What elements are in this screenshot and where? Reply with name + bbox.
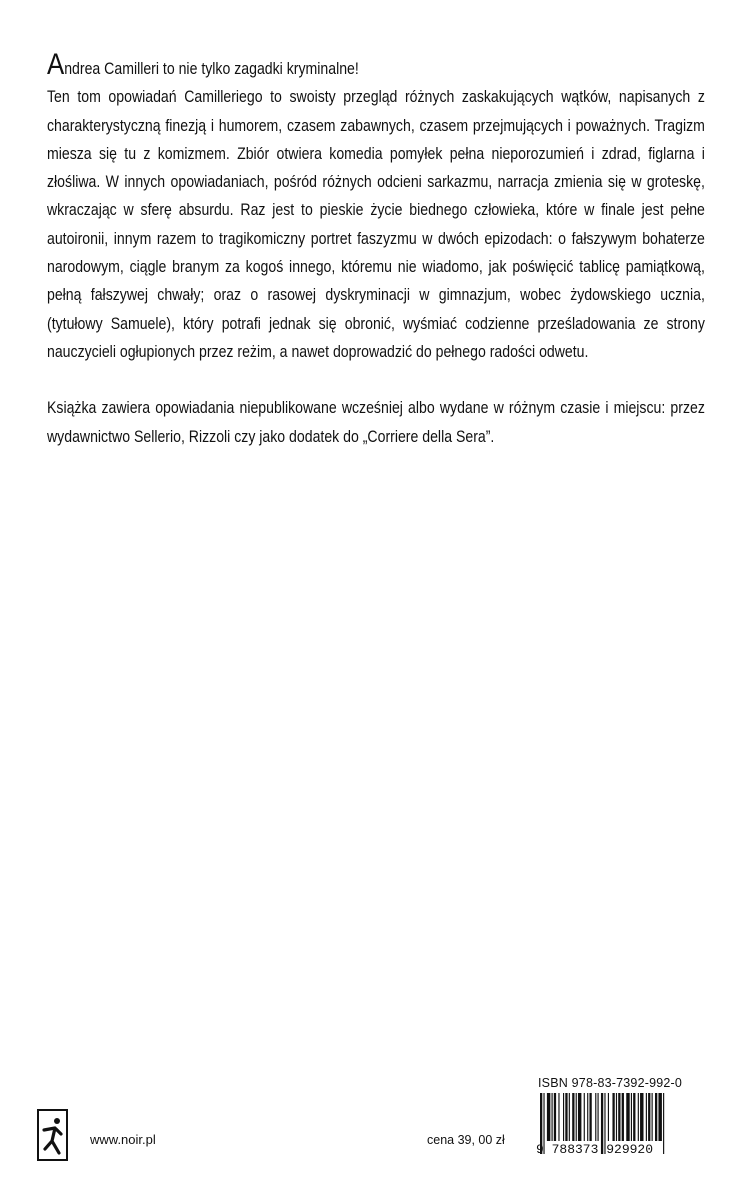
back-cover-blurb — [47, 48, 705, 451]
isbn-digits: 9 788373 929920 — [536, 1142, 654, 1157]
barcode-bar — [572, 1093, 574, 1141]
barcode-bar — [633, 1093, 635, 1141]
barcode-bar — [584, 1093, 585, 1141]
barcode-bar — [622, 1093, 624, 1141]
barcode-bar — [646, 1093, 647, 1141]
barcode-bar — [552, 1093, 553, 1141]
barcode-bar — [587, 1093, 588, 1141]
barcode-bar — [569, 1093, 570, 1141]
barcode-bar — [648, 1093, 650, 1141]
barcode-bar — [547, 1093, 550, 1141]
barcode-bar — [558, 1093, 559, 1141]
barcode-bar — [640, 1093, 643, 1141]
isbn-label: ISBN 978-83-7392-992-0 — [538, 1076, 683, 1090]
barcode-bar — [554, 1093, 556, 1141]
drop-cap: A — [47, 48, 65, 81]
blurb-paragraph-2: Książka zawiera opowiadania niepublikowane wcześniej albo wydane w różnym czasie i miejscu: przez wydawnictwo Sellerio, Rizzoli czy jako dodatek do „Corriere della Sera”. — [47, 399, 705, 446]
barcode-bar — [638, 1093, 639, 1141]
lead-text: ndrea Camilleri to nie tylko zagadki kryminalne! — [64, 60, 359, 78]
barcode-bar — [565, 1093, 567, 1141]
barcode-bar — [663, 1093, 664, 1154]
publisher-logo-icon — [37, 1108, 68, 1162]
barcode-bar — [576, 1093, 577, 1141]
blurb-paragraph-1: Ten tom opowiadań Camilleriego to swoisty przegląd różnych zaskakujących wątków, napisanych z charakterystyczną finezją i humorem, czasem zabawnych, czasem przejmujących i poważnych. Tragizm miesza się tu z komizmem. Zbiór otwiera komedia pomyłek pełna nieporozumień i zdrad, figlarna i złośliwa. W innych opowiadaniach, pośród różnych odcieni sarkazmu, narracja zmienia się w groteskę, wkraczając w sferę absurdu. Raz jest to pieskie życie biednego człowieka, które w finale jest pełne autoironii, innym razem to tragikomiczny portret faszyzmu w dwóch epizodach: o fałszywym bohaterze narodowym, ciągle branym za kogoś innego, któremu nie wiadomo, jak poświęcić tablicę pamiątkową, pełną fałszywej chwały; oraz o rasowej dyskryminacji w gimnazjum, wobec żydowskiego ucznia, (tytułowy Samuele), który potrafi jednak się obronić, wyśmiać codzienne prześladowania ze strony nauczycieli ogłupionych przez reżim, a nawet doprowadzić do pełnego radości odwetu. — [47, 88, 705, 361]
barcode-bar — [589, 1093, 591, 1141]
barcode-bar — [608, 1093, 609, 1141]
barcode-bar — [616, 1093, 617, 1141]
barcode-bar — [563, 1093, 564, 1141]
price-label: cena 39, 00 zł — [427, 1133, 505, 1147]
barcode-bar — [655, 1093, 657, 1141]
barcode-bar — [598, 1093, 599, 1141]
barcode-bar — [658, 1093, 661, 1141]
barcode-bar — [612, 1093, 614, 1141]
barcode-bar — [618, 1093, 620, 1141]
barcode-bar — [652, 1093, 653, 1141]
barcode-bar — [626, 1093, 629, 1141]
barcode-bar — [595, 1093, 596, 1141]
website-link[interactable]: www.noir.pl — [90, 1132, 156, 1147]
barcode-bar — [578, 1093, 581, 1141]
lead-line — [47, 48, 705, 366]
barcode-bar — [631, 1093, 632, 1141]
